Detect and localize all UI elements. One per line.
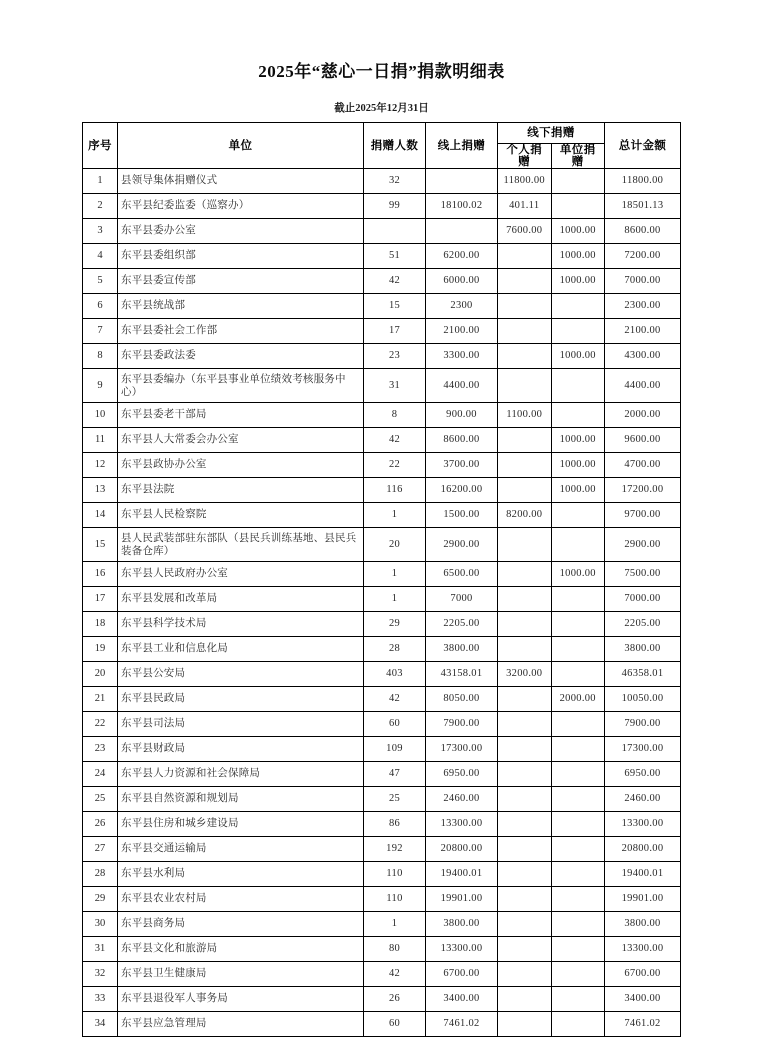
cell-offline-personal — [498, 962, 552, 987]
cell-donor-count: 60 — [364, 712, 426, 737]
cell-online-donation: 2300 — [426, 294, 498, 319]
cell-unit: 东平县科学技术局 — [118, 612, 364, 637]
cell-donor-count: 32 — [364, 169, 426, 194]
cell-total-amount: 9700.00 — [605, 503, 681, 528]
cell-online-donation: 3300.00 — [426, 344, 498, 369]
cell-offline-unit — [551, 369, 605, 403]
cell-online-donation: 8600.00 — [426, 428, 498, 453]
table-row — [83, 344, 681, 369]
table-row — [83, 987, 681, 1012]
table-row — [83, 662, 681, 687]
cell-unit: 东平县人民政府办公室 — [118, 562, 364, 587]
table-row — [83, 244, 681, 269]
table-row — [83, 812, 681, 837]
cell-offline-personal — [498, 319, 552, 344]
cell-offline-unit — [551, 403, 605, 428]
cell-offline-unit: 1000.00 — [551, 428, 605, 453]
cell-offline-unit — [551, 912, 605, 937]
cell-offline-unit — [551, 194, 605, 219]
cell-unit: 东平县委宣传部 — [118, 269, 364, 294]
cell-donor-count: 60 — [364, 1012, 426, 1037]
cell-online-donation: 1500.00 — [426, 503, 498, 528]
cell-offline-personal — [498, 987, 552, 1012]
cell-total-amount: 2205.00 — [605, 612, 681, 637]
cell-online-donation — [426, 219, 498, 244]
cell-unit: 东平县交通运输局 — [118, 837, 364, 862]
table-row — [83, 762, 681, 787]
cell-seq: 1 — [83, 169, 118, 194]
cell-offline-unit — [551, 662, 605, 687]
cell-total-amount: 3800.00 — [605, 637, 681, 662]
cell-total-amount: 7000.00 — [605, 269, 681, 294]
cell-donor-count: 110 — [364, 887, 426, 912]
column-header-offline-personal: 个人捐赠 — [498, 144, 552, 169]
cell-offline-unit — [551, 737, 605, 762]
cell-offline-unit — [551, 787, 605, 812]
table-row — [83, 737, 681, 762]
cell-donor-count: 51 — [364, 244, 426, 269]
cell-seq: 6 — [83, 294, 118, 319]
cell-online-donation: 16200.00 — [426, 478, 498, 503]
cell-unit: 东平县委组织部 — [118, 244, 364, 269]
cell-donor-count: 28 — [364, 637, 426, 662]
cell-donor-count: 42 — [364, 962, 426, 987]
cell-total-amount: 10050.00 — [605, 687, 681, 712]
cell-total-amount: 19400.01 — [605, 862, 681, 887]
cell-total-amount: 19901.00 — [605, 887, 681, 912]
table-header — [83, 123, 681, 169]
cell-unit: 东平县人大常委会办公室 — [118, 428, 364, 453]
cell-offline-personal: 401.11 — [498, 194, 552, 219]
cell-offline-unit: 1000.00 — [551, 562, 605, 587]
table-row — [83, 269, 681, 294]
cell-offline-personal — [498, 562, 552, 587]
cell-seq: 11 — [83, 428, 118, 453]
cell-online-donation: 20800.00 — [426, 837, 498, 862]
cell-donor-count — [364, 219, 426, 244]
cell-offline-unit: 1000.00 — [551, 344, 605, 369]
table-row — [83, 887, 681, 912]
cell-donor-count: 109 — [364, 737, 426, 762]
cell-donor-count: 8 — [364, 403, 426, 428]
cell-offline-unit — [551, 528, 605, 562]
cell-seq: 25 — [83, 787, 118, 812]
cell-seq: 26 — [83, 812, 118, 837]
cell-offline-unit: 1000.00 — [551, 478, 605, 503]
cell-unit: 东平县政协办公室 — [118, 453, 364, 478]
table-row — [83, 837, 681, 862]
cell-online-donation — [426, 169, 498, 194]
cell-donor-count: 1 — [364, 562, 426, 587]
cell-online-donation: 2205.00 — [426, 612, 498, 637]
cell-offline-personal — [498, 937, 552, 962]
cell-seq: 20 — [83, 662, 118, 687]
cell-total-amount: 17300.00 — [605, 737, 681, 762]
cell-donor-count: 31 — [364, 369, 426, 403]
column-header-offline-donation-group: 线下捐赠 — [498, 123, 605, 144]
cell-seq: 16 — [83, 562, 118, 587]
cell-unit: 东平县委政法委 — [118, 344, 364, 369]
cell-unit: 东平县委编办（东平县事业单位绩效考核服务中心） — [118, 369, 364, 403]
cell-total-amount: 2460.00 — [605, 787, 681, 812]
table-row — [83, 528, 681, 562]
table-row — [83, 1012, 681, 1037]
table-body — [83, 169, 681, 1037]
cell-donor-count: 192 — [364, 837, 426, 862]
cell-online-donation: 900.00 — [426, 403, 498, 428]
column-header-unit: 单位 — [118, 123, 364, 169]
cell-total-amount: 6700.00 — [605, 962, 681, 987]
table-row — [83, 787, 681, 812]
cell-unit: 东平县法院 — [118, 478, 364, 503]
cell-total-amount: 7461.02 — [605, 1012, 681, 1037]
cell-offline-personal — [498, 812, 552, 837]
cell-offline-personal — [498, 762, 552, 787]
cell-offline-personal — [498, 912, 552, 937]
cell-offline-unit — [551, 812, 605, 837]
table-row — [83, 862, 681, 887]
cell-donor-count: 1 — [364, 912, 426, 937]
cell-seq: 19 — [83, 637, 118, 662]
column-header-offline-unit: 单位捐赠 — [551, 144, 605, 169]
cell-unit: 东平县统战部 — [118, 294, 364, 319]
table-row — [83, 562, 681, 587]
cell-donor-count: 47 — [364, 762, 426, 787]
cell-seq: 13 — [83, 478, 118, 503]
cell-donor-count: 20 — [364, 528, 426, 562]
cell-offline-personal — [498, 787, 552, 812]
cell-unit: 东平县住房和城乡建设局 — [118, 812, 364, 837]
cell-unit: 东平县工业和信息化局 — [118, 637, 364, 662]
cell-online-donation: 3700.00 — [426, 453, 498, 478]
cell-total-amount: 2300.00 — [605, 294, 681, 319]
cell-offline-personal — [498, 587, 552, 612]
cell-offline-personal — [498, 1012, 552, 1037]
cell-seq: 23 — [83, 737, 118, 762]
cell-donor-count: 42 — [364, 428, 426, 453]
cell-offline-personal: 11800.00 — [498, 169, 552, 194]
cell-donor-count: 17 — [364, 319, 426, 344]
cell-offline-unit — [551, 937, 605, 962]
cell-offline-personal — [498, 244, 552, 269]
cell-offline-personal — [498, 269, 552, 294]
cell-online-donation: 6950.00 — [426, 762, 498, 787]
cell-offline-unit: 1000.00 — [551, 244, 605, 269]
cell-seq: 24 — [83, 762, 118, 787]
table-row — [83, 478, 681, 503]
cell-online-donation: 19400.01 — [426, 862, 498, 887]
cell-online-donation: 6200.00 — [426, 244, 498, 269]
cell-unit: 东平县发展和改革局 — [118, 587, 364, 612]
cell-offline-personal — [498, 837, 552, 862]
cell-total-amount: 7000.00 — [605, 587, 681, 612]
cell-online-donation: 13300.00 — [426, 812, 498, 837]
cell-total-amount: 17200.00 — [605, 478, 681, 503]
cell-seq: 33 — [83, 987, 118, 1012]
cell-total-amount: 2900.00 — [605, 528, 681, 562]
cell-online-donation: 4400.00 — [426, 369, 498, 403]
cell-offline-personal — [498, 887, 552, 912]
cell-online-donation: 2900.00 — [426, 528, 498, 562]
cell-unit: 东平县农业农村局 — [118, 887, 364, 912]
cell-total-amount: 3400.00 — [605, 987, 681, 1012]
cell-online-donation: 6500.00 — [426, 562, 498, 587]
cell-donor-count: 42 — [364, 269, 426, 294]
cell-online-donation: 7461.02 — [426, 1012, 498, 1037]
cell-seq: 4 — [83, 244, 118, 269]
cell-offline-personal — [498, 612, 552, 637]
cell-total-amount: 9600.00 — [605, 428, 681, 453]
page-subtitle: 截止2025年12月31日 — [334, 103, 429, 114]
cell-offline-personal — [498, 712, 552, 737]
cell-seq: 2 — [83, 194, 118, 219]
cell-offline-personal — [498, 528, 552, 562]
cell-seq: 29 — [83, 887, 118, 912]
cell-unit: 县人民武装部驻东部队（县民兵训练基地、县民兵装备仓库） — [118, 528, 364, 562]
cell-seq: 7 — [83, 319, 118, 344]
table-row — [83, 319, 681, 344]
cell-seq: 31 — [83, 937, 118, 962]
cell-seq: 12 — [83, 453, 118, 478]
cell-donor-count: 29 — [364, 612, 426, 637]
cell-offline-unit: 2000.00 — [551, 687, 605, 712]
donation-table-container — [82, 122, 681, 1037]
cell-donor-count: 116 — [364, 478, 426, 503]
table-row — [83, 219, 681, 244]
cell-total-amount: 2000.00 — [605, 403, 681, 428]
table-row — [83, 937, 681, 962]
cell-offline-personal — [498, 637, 552, 662]
cell-offline-unit — [551, 587, 605, 612]
cell-offline-unit — [551, 712, 605, 737]
cell-donor-count: 110 — [364, 862, 426, 887]
page-title: 2025年“慈心一日捐”捐款明细表 — [258, 62, 505, 81]
cell-offline-unit: 1000.00 — [551, 453, 605, 478]
cell-unit: 东平县水利局 — [118, 862, 364, 887]
cell-unit: 东平县文化和旅游局 — [118, 937, 364, 962]
cell-online-donation: 19901.00 — [426, 887, 498, 912]
cell-offline-unit — [551, 169, 605, 194]
cell-offline-unit — [551, 637, 605, 662]
cell-unit: 东平县公安局 — [118, 662, 364, 687]
table-row — [83, 194, 681, 219]
cell-donor-count: 86 — [364, 812, 426, 837]
cell-offline-personal — [498, 428, 552, 453]
cell-seq: 8 — [83, 344, 118, 369]
cell-offline-personal — [498, 687, 552, 712]
cell-seq: 9 — [83, 369, 118, 403]
cell-offline-personal — [498, 453, 552, 478]
cell-online-donation: 2460.00 — [426, 787, 498, 812]
cell-donor-count: 403 — [364, 662, 426, 687]
cell-total-amount: 2100.00 — [605, 319, 681, 344]
cell-offline-personal: 8200.00 — [498, 503, 552, 528]
cell-unit: 东平县财政局 — [118, 737, 364, 762]
cell-total-amount: 3800.00 — [605, 912, 681, 937]
cell-offline-personal — [498, 478, 552, 503]
cell-donor-count: 80 — [364, 937, 426, 962]
cell-seq: 27 — [83, 837, 118, 862]
cell-seq: 17 — [83, 587, 118, 612]
cell-unit: 东平县人力资源和社会保障局 — [118, 762, 364, 787]
cell-unit: 东平县卫生健康局 — [118, 962, 364, 987]
cell-total-amount: 13300.00 — [605, 937, 681, 962]
cell-online-donation: 6000.00 — [426, 269, 498, 294]
cell-unit: 东平县委办公室 — [118, 219, 364, 244]
cell-total-amount: 7900.00 — [605, 712, 681, 737]
cell-offline-personal — [498, 862, 552, 887]
cell-seq: 22 — [83, 712, 118, 737]
cell-seq: 3 — [83, 219, 118, 244]
column-header-donor-count: 捐赠人数 — [364, 123, 426, 169]
cell-offline-unit: 1000.00 — [551, 269, 605, 294]
column-header-seq: 序号 — [83, 123, 118, 169]
cell-offline-unit — [551, 862, 605, 887]
cell-offline-personal — [498, 344, 552, 369]
cell-total-amount: 8600.00 — [605, 219, 681, 244]
table-row — [83, 962, 681, 987]
cell-offline-unit — [551, 962, 605, 987]
cell-offline-unit: 1000.00 — [551, 219, 605, 244]
table-row — [83, 294, 681, 319]
cell-offline-personal: 7600.00 — [498, 219, 552, 244]
cell-online-donation: 18100.02 — [426, 194, 498, 219]
cell-seq: 30 — [83, 912, 118, 937]
cell-total-amount: 4300.00 — [605, 344, 681, 369]
cell-offline-unit — [551, 612, 605, 637]
cell-seq: 34 — [83, 1012, 118, 1037]
table-row — [83, 369, 681, 403]
column-header-online-donation: 线上捐赠 — [426, 123, 498, 169]
cell-seq: 28 — [83, 862, 118, 887]
cell-unit: 东平县司法局 — [118, 712, 364, 737]
cell-total-amount: 46358.01 — [605, 662, 681, 687]
cell-donor-count: 1 — [364, 503, 426, 528]
cell-total-amount: 7500.00 — [605, 562, 681, 587]
table-row — [83, 453, 681, 478]
cell-seq: 21 — [83, 687, 118, 712]
table-row — [83, 403, 681, 428]
column-header-total-amount: 总计金额 — [605, 123, 681, 169]
cell-unit: 东平县退役军人事务局 — [118, 987, 364, 1012]
table-row — [83, 712, 681, 737]
cell-offline-unit — [551, 1012, 605, 1037]
cell-unit: 东平县纪委监委（巡察办） — [118, 194, 364, 219]
cell-unit: 东平县自然资源和规划局 — [118, 787, 364, 812]
cell-offline-unit — [551, 319, 605, 344]
cell-seq: 10 — [83, 403, 118, 428]
cell-online-donation: 8050.00 — [426, 687, 498, 712]
table-row — [83, 912, 681, 937]
cell-donor-count: 15 — [364, 294, 426, 319]
table-row — [83, 587, 681, 612]
cell-offline-personal — [498, 737, 552, 762]
cell-unit: 东平县委老干部局 — [118, 403, 364, 428]
cell-donor-count: 42 — [364, 687, 426, 712]
cell-unit: 东平县人民检察院 — [118, 503, 364, 528]
cell-unit: 东平县商务局 — [118, 912, 364, 937]
cell-seq: 18 — [83, 612, 118, 637]
cell-donor-count: 26 — [364, 987, 426, 1012]
cell-offline-personal: 1100.00 — [498, 403, 552, 428]
cell-total-amount: 18501.13 — [605, 194, 681, 219]
table-row — [83, 637, 681, 662]
cell-seq: 15 — [83, 528, 118, 562]
cell-offline-unit — [551, 503, 605, 528]
cell-online-donation: 3800.00 — [426, 912, 498, 937]
cell-total-amount: 4400.00 — [605, 369, 681, 403]
cell-online-donation: 43158.01 — [426, 662, 498, 687]
cell-online-donation: 13300.00 — [426, 937, 498, 962]
cell-online-donation: 3400.00 — [426, 987, 498, 1012]
cell-unit: 东平县应急管理局 — [118, 1012, 364, 1037]
cell-seq: 32 — [83, 962, 118, 987]
cell-total-amount: 4700.00 — [605, 453, 681, 478]
table-row — [83, 612, 681, 637]
cell-online-donation: 7900.00 — [426, 712, 498, 737]
cell-total-amount: 7200.00 — [605, 244, 681, 269]
cell-total-amount: 6950.00 — [605, 762, 681, 787]
cell-unit: 东平县委社会工作部 — [118, 319, 364, 344]
cell-online-donation: 6700.00 — [426, 962, 498, 987]
cell-offline-personal: 3200.00 — [498, 662, 552, 687]
cell-offline-unit — [551, 294, 605, 319]
cell-unit: 县领导集体捐赠仪式 — [118, 169, 364, 194]
cell-total-amount: 13300.00 — [605, 812, 681, 837]
cell-online-donation: 17300.00 — [426, 737, 498, 762]
table-row — [83, 169, 681, 194]
cell-offline-unit — [551, 887, 605, 912]
cell-online-donation: 7000 — [426, 587, 498, 612]
cell-donor-count: 23 — [364, 344, 426, 369]
cell-seq: 14 — [83, 503, 118, 528]
table-row — [83, 428, 681, 453]
cell-offline-personal — [498, 294, 552, 319]
cell-offline-unit — [551, 987, 605, 1012]
header-row-primary — [83, 123, 681, 144]
donation-detail-table — [82, 122, 681, 1037]
cell-donor-count: 99 — [364, 194, 426, 219]
cell-donor-count: 25 — [364, 787, 426, 812]
cell-total-amount: 20800.00 — [605, 837, 681, 862]
cell-offline-unit — [551, 762, 605, 787]
cell-unit: 东平县民政局 — [118, 687, 364, 712]
cell-total-amount: 11800.00 — [605, 169, 681, 194]
table-row — [83, 687, 681, 712]
cell-online-donation: 3800.00 — [426, 637, 498, 662]
cell-donor-count: 22 — [364, 453, 426, 478]
cell-online-donation: 2100.00 — [426, 319, 498, 344]
cell-offline-personal — [498, 369, 552, 403]
cell-seq: 5 — [83, 269, 118, 294]
table-row — [83, 503, 681, 528]
cell-offline-unit — [551, 837, 605, 862]
cell-donor-count: 1 — [364, 587, 426, 612]
